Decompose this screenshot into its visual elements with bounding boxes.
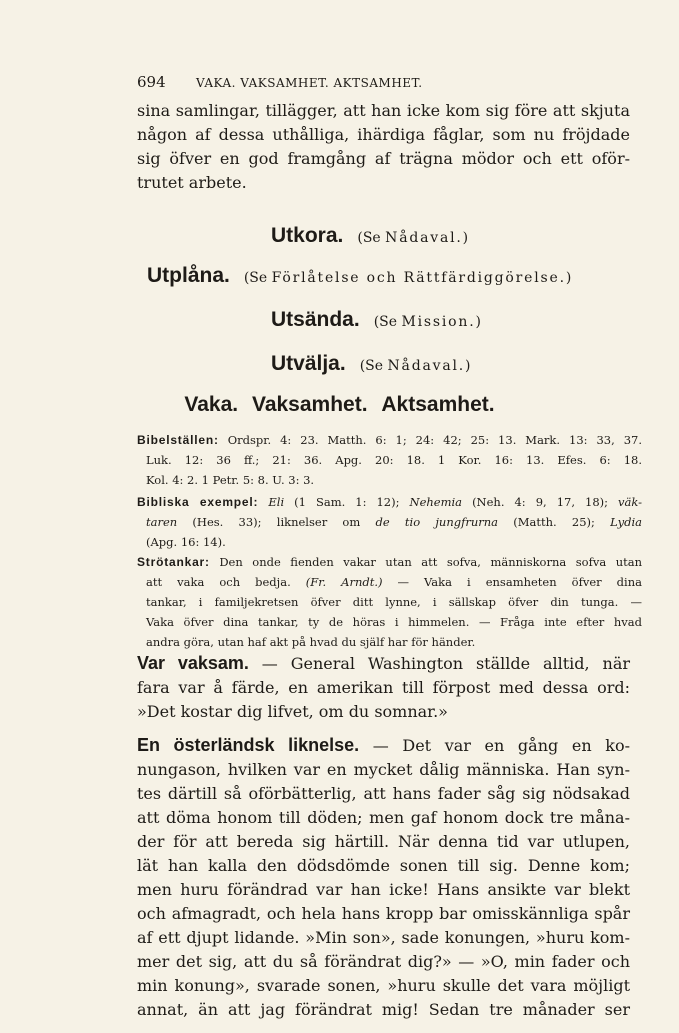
text-line: Ordspr. 4: 23. Matth. 6: 1; 24: 42; 25: 13. Mark. 13: 33, 37. [227, 433, 643, 447]
ref-target: Förlåtelse och Rättfärdiggörelse. [271, 270, 566, 286]
text-run: (Hes. 33); liknelser om [177, 515, 376, 529]
ref-see: (Se [357, 230, 386, 246]
ref-heading: Utkora. [271, 224, 344, 247]
text-line: annat, än att jag förändrat mig! Sedan tre månader ser [137, 1000, 630, 1019]
text-line: men huru förändrad var han icke! Hans ansikte var blekt [137, 880, 630, 899]
text-line: Luk. 12: 36 ff.; 21: 36. Apg. 20: 18. 1 Kor. 16: 13. Efes. 6: 18. [146, 453, 642, 467]
text-line: trutet arbete. [137, 173, 247, 192]
bibelstallen-label: Bibelställen: [137, 433, 219, 447]
ref-target: Mission. [401, 314, 476, 330]
text-run: — Det var en gång en ko- [359, 736, 630, 755]
var-vaksam-heading: Var vaksam. [137, 653, 249, 673]
ref-target: Nådaval. [385, 230, 463, 246]
text-run: (1 Sam. 1: 12); [284, 495, 410, 509]
text-line: och afmagradt, och hela hans kropp bar omisskännliga spår [137, 904, 630, 923]
var-vaksam-paragraph [137, 651, 630, 724]
text-line: sina samlingar, tillägger, att han icke kom sig före att skjuta [137, 101, 630, 120]
bibelstallen-block [137, 430, 642, 490]
text-line: Vaka öfver dina tankar, ty de höras i himmelen. — Fråga inte efter hvad [146, 615, 642, 629]
text-line: att döma honom till döden; men gaf honom dock tre måna- [137, 808, 630, 827]
text-line: tankar, i familjekretsen öfver ditt lynne, i sällskap öfver din tunga. — [146, 595, 642, 609]
ref-see: (Se [359, 358, 388, 374]
liknelse-paragraph [137, 733, 630, 1022]
name-nehemia: Nehemia [409, 495, 463, 509]
text-line: någon af dessa uthålliga, ihärdiga fåglar, som nu fröjdade [137, 125, 630, 144]
text-line: mer det sig, att du så förändrat dig?» — »O, min fader och [137, 952, 630, 971]
name-eli: Eli [268, 495, 285, 509]
ref-close: ) [475, 314, 481, 330]
text-run: (Neh. 4: 9, 17, 18); [462, 495, 619, 509]
author-citation: (Fr. Arndt.) [305, 575, 383, 589]
ref-target: Nådaval. [387, 358, 465, 374]
text-line: »Det kostar dig lifvet, om du somnar.» [137, 702, 448, 721]
cross-ref-utsanda [271, 308, 481, 332]
ref-heading: Utvälja. [271, 352, 346, 375]
strotankar-label: Strötankar: [137, 555, 210, 569]
text-line: min konung», svarade sonen, »huru skulle det vara möjligt [137, 976, 630, 995]
text-line: af ett djupt lidande. »Min son», sade konungen, »huru kom- [137, 928, 630, 947]
title-word: Aktsamhet. [381, 393, 495, 416]
text-line: (Apg. 16: 14). [146, 535, 226, 549]
text-line: sig öfver en god framgång af trägna mödor och ett oför- [137, 149, 630, 168]
strotankar-block [137, 552, 642, 652]
bibliska-label: Bibliska exempel: [137, 495, 259, 509]
liknelse-heading: En österländsk liknelse. [137, 735, 360, 755]
text-run: Den onde fienden vakar utan att sofva, människorna sofva utan [209, 555, 642, 569]
text-run: att vaka och bedja. [146, 575, 306, 589]
text-run: (Matth. 25); [498, 515, 611, 529]
ref-close: ) [565, 270, 572, 286]
cross-ref-utplana [147, 264, 571, 288]
intro-paragraph [137, 99, 630, 195]
text-line: Kol. 4: 2. 1 Petr. 5: 8. U. 3: 3. [146, 473, 315, 487]
text-line: tes därtill så oförbätterlig, att hans fader såg sig nödsakad [137, 784, 630, 803]
title-word: Vaka. [184, 393, 239, 416]
name-vaktaren-a: väk- [618, 495, 643, 509]
running-header [137, 73, 637, 91]
ref-see: (Se [243, 270, 272, 286]
cross-ref-utvalja [271, 352, 470, 376]
title-word: Vaksamhet. [251, 393, 368, 416]
name-vaktaren-b: taren [146, 515, 178, 529]
ref-heading: Utplåna. [147, 264, 230, 287]
ref-see: (Se [373, 314, 402, 330]
name-lydia: Lydia [610, 515, 642, 529]
text-line: nungason, hvilken var en mycket dålig människa. Han syn- [137, 760, 630, 779]
text-line: der för att bereda sig härtill. När denna tid var utlupen, [137, 832, 630, 851]
text-line: lät han kalla den dödsdömde sonen till sig. Denne kom; [137, 856, 630, 875]
running-title: VAKA. VAKSAMHET. AKTSAMHET. [195, 76, 423, 90]
name-tio-jungfrurna: de tio jungfrurna [375, 515, 499, 529]
cross-ref-utkora [271, 224, 468, 248]
text-run: — General Washington ställde alltid, när [248, 654, 631, 673]
text-line: fara var å färde, en amerikan till förpost med dessa ord: [137, 678, 630, 697]
ref-close: ) [465, 358, 471, 374]
text-run: — Vaka i ensamheten öfver dina [382, 575, 642, 589]
bibliska-exempel-block [137, 492, 642, 552]
ref-heading: Utsända. [271, 308, 360, 331]
section-title [0, 393, 679, 417]
page-number: 694 [137, 73, 166, 91]
ref-close: ) [462, 230, 469, 246]
text-line: andra göra, utan haf akt på hvad du själf har för händer. [146, 635, 476, 649]
